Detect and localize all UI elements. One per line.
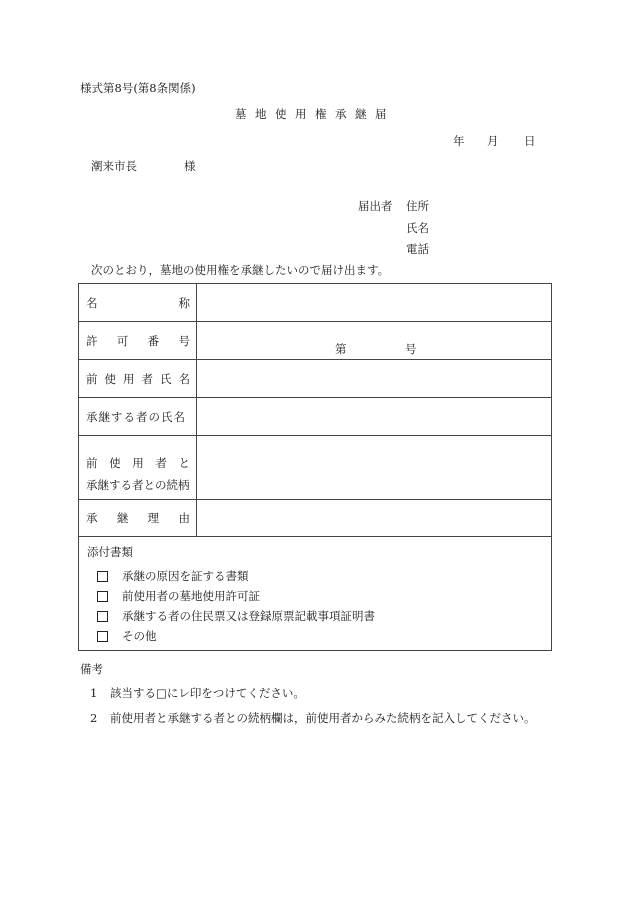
attachments-list: [97, 566, 375, 646]
row-successor-name: [79, 398, 551, 436]
attachment-label: 承継の原因を証する書類: [122, 569, 249, 583]
attachment-label: 承継する者の住民票又は登録原票記載事項証明書: [122, 609, 375, 623]
label-succession-reason: [86, 510, 190, 526]
attachment-item: [97, 606, 375, 626]
note-number: 1: [90, 686, 98, 700]
applicant-name-label: 氏名: [406, 221, 429, 235]
label-char: 使: [109, 456, 121, 470]
name-value-field[interactable]: [197, 284, 551, 321]
label-char: 者: [141, 371, 153, 386]
label-char: 使: [104, 371, 116, 386]
label-char: 許: [86, 333, 98, 348]
form-table: [78, 283, 552, 651]
checkbox-icon[interactable]: [97, 631, 108, 642]
label-char: 前: [86, 371, 98, 386]
row-label: [79, 436, 197, 499]
label-char: 名: [86, 295, 98, 310]
row-succession-reason: [79, 500, 551, 537]
intro-text: 次のとおり，墓地の使用権を承継したいので届け出ます。: [91, 263, 390, 277]
permit-number-field[interactable]: [197, 322, 551, 359]
row-label: [79, 322, 197, 359]
label-relationship: [86, 452, 190, 496]
permit-number-suffix: 号: [405, 341, 417, 356]
checkbox-icon[interactable]: [97, 591, 108, 602]
checkbox-icon[interactable]: [97, 611, 108, 622]
label-char: 理: [147, 511, 160, 525]
attachment-label: その他: [122, 629, 157, 643]
label-char: 称: [178, 295, 190, 310]
label-char: 者: [155, 456, 167, 470]
applicant-label: 届出者: [358, 199, 393, 213]
label-char: 名: [178, 371, 190, 386]
remarks-note: [90, 710, 536, 726]
label-char: と: [178, 456, 190, 470]
row-label: [79, 500, 197, 536]
row-permit-number: [79, 322, 551, 360]
row-label: [79, 360, 197, 397]
label-previous-user-name: [86, 371, 190, 387]
label-char: 継: [116, 511, 129, 525]
attachments-section: [79, 537, 551, 650]
label-name: [86, 295, 190, 311]
label-successor-name: 承継する者の氏名: [86, 409, 186, 424]
date-year-label: 年: [453, 134, 465, 148]
addressee: 潮来市長: [91, 159, 137, 173]
document-title: 墓地使用権承継届: [235, 107, 395, 121]
date-day-label: 日: [524, 134, 536, 148]
succession-reason-field[interactable]: [197, 500, 551, 536]
attachment-label: 前使用者の墓地使用許可証: [122, 589, 260, 603]
row-label: [79, 398, 197, 435]
relationship-field[interactable]: [197, 436, 551, 499]
checkbox-icon[interactable]: [97, 571, 108, 582]
label-char: 氏: [160, 371, 172, 386]
row-relationship: [79, 436, 551, 500]
note-number: 2: [90, 711, 98, 725]
form-number: 様式第8号(第8条関係): [80, 81, 196, 95]
addressee-honorific: 様: [184, 159, 196, 173]
row-label: [79, 284, 197, 321]
row-name: [79, 284, 551, 322]
attachment-item: [97, 626, 375, 646]
label-char: 由: [178, 511, 190, 525]
note-text: 前使用者と承継する者との続柄欄は，前使用者からみた続柄を記入してください。: [110, 711, 536, 725]
successor-name-field[interactable]: [197, 398, 551, 435]
label-char: 号: [178, 333, 190, 348]
attachment-item: [97, 586, 375, 606]
applicant-phone-label: 電話: [406, 242, 429, 256]
remarks-note: [90, 685, 305, 701]
permit-number-prefix: 第: [335, 341, 347, 356]
label-char: 承: [86, 511, 98, 525]
label-relationship-line2: 承継する者との続柄: [86, 478, 190, 492]
attachments-title: 添付書類: [87, 545, 133, 559]
label-relationship-line1: [86, 452, 190, 474]
row-previous-user-name: [79, 360, 551, 398]
previous-user-name-field[interactable]: [197, 360, 551, 397]
label-char: 用: [132, 456, 144, 470]
label-char: 番: [147, 333, 160, 348]
date-month-label: 月: [487, 134, 499, 148]
label-char: 可: [116, 333, 129, 348]
remarks-title: 備考: [80, 662, 103, 676]
applicant-address-label: 住所: [406, 199, 429, 213]
label-char: 前: [86, 456, 98, 470]
note-text: 該当する□にレ印をつけてください。: [110, 686, 305, 700]
label-char: 用: [123, 371, 135, 386]
attachment-item: [97, 566, 375, 586]
label-permit-number: [86, 333, 190, 349]
